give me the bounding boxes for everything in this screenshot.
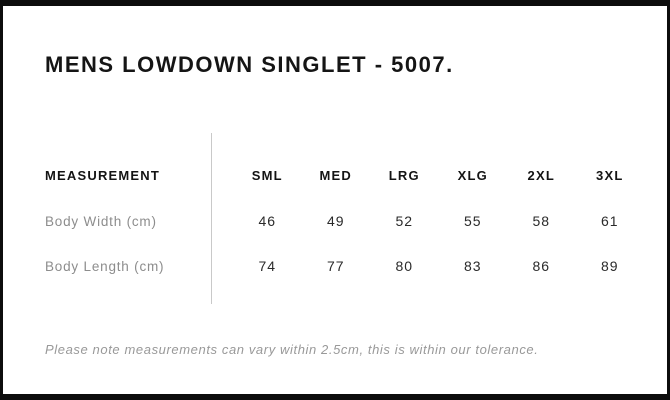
size-column-header-2xl: 2XL	[527, 167, 555, 183]
body-width-value-3xl: 61	[600, 213, 619, 229]
body-width-value-sml: 46	[258, 213, 277, 229]
body-width-value-2xl: 58	[532, 213, 551, 229]
body-length-value-xlg: 83	[463, 258, 482, 274]
body-width-value-med: 49	[326, 213, 345, 229]
body-width-value-xlg: 55	[463, 213, 482, 229]
size-column-header-lrg: LRG	[388, 167, 420, 183]
size-column-header-xlg: XLG	[457, 167, 488, 183]
body-length-value-2xl: 86	[532, 258, 551, 274]
measurement-column-header: MEASUREMENT	[45, 167, 161, 183]
size-column-header-sml: SML	[251, 167, 283, 183]
size-table-header-row	[45, 166, 644, 184]
table-row-body-width	[45, 212, 644, 230]
row-label-body-width: Body Width (cm)	[45, 213, 157, 229]
body-length-value-sml: 74	[258, 258, 277, 274]
body-width-value-lrg: 52	[395, 213, 414, 229]
row-label-body-length: Body Length (cm)	[45, 258, 165, 274]
body-length-value-3xl: 89	[600, 258, 619, 274]
body-length-value-med: 77	[326, 258, 345, 274]
size-column-header-med: MED	[319, 167, 352, 183]
tolerance-note: Please note measurements can vary within 2.5cm, this is within our tolerance.	[45, 342, 539, 357]
table-row-body-length	[45, 257, 644, 275]
page-title: MENS LOWDOWN SINGLET - 5007.	[45, 52, 454, 77]
size-column-header-3xl: 3XL	[596, 167, 624, 183]
body-length-value-lrg: 80	[395, 258, 414, 274]
